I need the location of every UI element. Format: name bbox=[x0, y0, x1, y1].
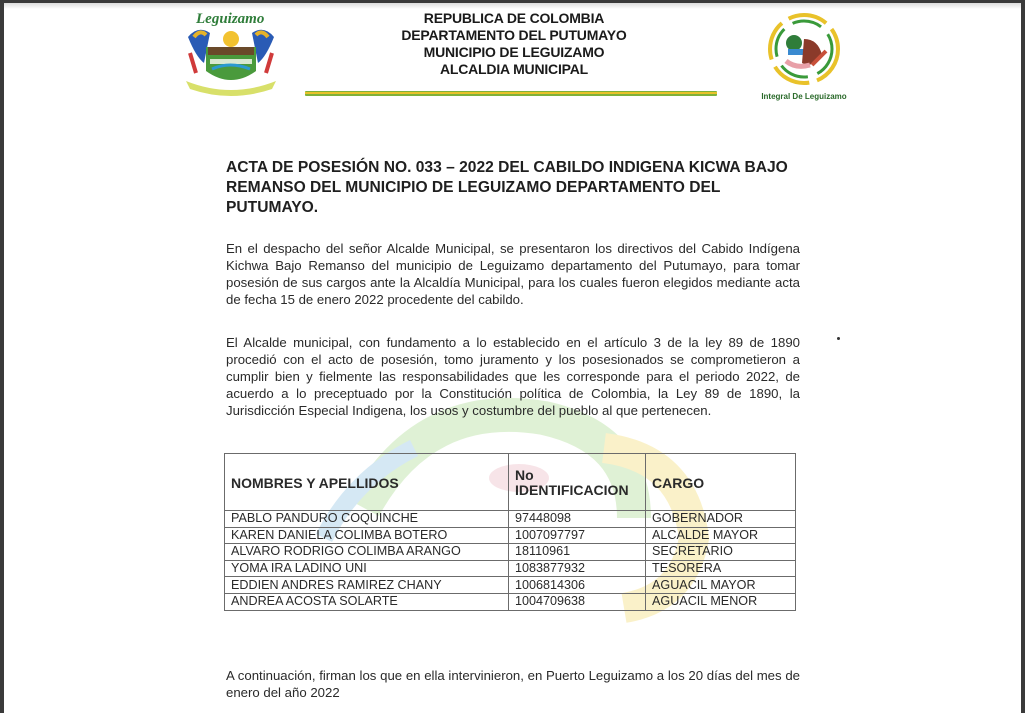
cell-id: 1007097797 bbox=[509, 527, 646, 544]
column-header-names: NOMBRES Y APELLIDOS bbox=[225, 454, 509, 511]
column-header-position: CARGO bbox=[646, 454, 796, 511]
integral-de-leguizamo-logo bbox=[758, 9, 850, 103]
officials-table bbox=[224, 453, 796, 611]
letterhead-line: DEPARTAMENTO DEL PUTUMAYO bbox=[401, 27, 627, 43]
cell-position: ALCALDE MAYOR bbox=[646, 527, 796, 544]
document-page bbox=[4, 3, 1021, 713]
table-row bbox=[225, 511, 796, 528]
logo-caption: Integral De Leguizamo bbox=[761, 92, 847, 101]
cell-id: 97448098 bbox=[509, 511, 646, 528]
letterhead-line: ALCALDIA MUNICIPAL bbox=[439, 61, 589, 77]
cell-id: 18110961 bbox=[509, 544, 646, 561]
letterhead-heading bbox=[308, 10, 720, 78]
table-row bbox=[225, 593, 796, 610]
leguizamo-coat-of-arms-logo bbox=[176, 7, 286, 99]
paragraph-possession: El Alcalde municipal, con fundamento a lo establecido en el artículo 3 de la ley 89 de 1890 procedió con el acto de posesión, tomo juramento y los posesionados se comprometieron a cumplir bien y fielmente las responsabilidades que les corresponde para el periodo 2022, de acuerdo a lo preceptuado por la Constitución política de Colombia, la Ley 89 de 1890, la Jurisdicción Especial Indigena, los usos y costumbre del pueblo al que pertenecen. bbox=[226, 335, 800, 418]
paragraph-intro: En el despacho del señor Alcalde Municipal, se presentaron los directivos del Cabido Indígena Kichwa Bajo Remanso del municipio de Leguizamo departamento del Putumayo, para tomar posesión de sus cargos ante la Alcaldía Municipal, para los cuales fueron elegidos mediante acta de fecha 15 de enero 2022 procedente del cabildo. bbox=[226, 241, 800, 307]
cell-id: 1006814306 bbox=[509, 577, 646, 594]
table-row bbox=[225, 577, 796, 594]
cell-position: TESORERA bbox=[646, 560, 796, 577]
cell-name: KAREN DANIELA COLIMBA BOTERO bbox=[225, 527, 509, 544]
page-top-shadow bbox=[4, 3, 1021, 9]
column-header-id: No IDENTIFICACION bbox=[509, 454, 646, 511]
letterhead-line: REPUBLICA DE COLOMBIA bbox=[423, 10, 605, 26]
cell-name: ANDREA ACOSTA SOLARTE bbox=[225, 593, 509, 610]
cell-id: 1083877932 bbox=[509, 560, 646, 577]
cell-name: PABLO PANDURO COQUINCHE bbox=[225, 511, 509, 528]
table-header-row bbox=[225, 454, 796, 511]
table-row bbox=[225, 560, 796, 577]
table-row bbox=[225, 544, 796, 561]
cell-position: AGUACIL MAYOR bbox=[646, 577, 796, 594]
cell-name: ALVARO RODRIGO COLIMBA ARANGO bbox=[225, 544, 509, 561]
letterhead-line: MUNICIPIO DE LEGUIZAMO bbox=[423, 44, 605, 60]
document-title: ACTA DE POSESIÓN NO. 033 – 2022 DEL CABILDO INDIGENA KICWA BAJO REMANSO DEL MUNICIPIO DE LEGUIZAMO DEPARTAMENTO DEL PUTUMAYO. bbox=[226, 159, 788, 216]
cell-id: 1004709638 bbox=[509, 593, 646, 610]
paragraph-closing: A continuación, firman los que en ella intervinieron, en Puerto Leguizamo a los 20 días del mes de enero del año 2022 bbox=[226, 668, 800, 700]
letterhead-divider-band bbox=[305, 91, 717, 96]
cell-position: AGUACIL MENOR bbox=[646, 593, 796, 610]
table-row bbox=[225, 527, 796, 544]
svg-text:Leguizamo: Leguizamo bbox=[196, 11, 265, 27]
cell-name: EDDIEN ANDRES RAMIREZ CHANY bbox=[225, 577, 509, 594]
cell-position: GOBERNADOR bbox=[646, 511, 796, 528]
scan-speck bbox=[837, 337, 840, 340]
cell-name: YOMA IRA LADINO UNI bbox=[225, 560, 509, 577]
cell-position: SECRETARIO bbox=[646, 544, 796, 561]
